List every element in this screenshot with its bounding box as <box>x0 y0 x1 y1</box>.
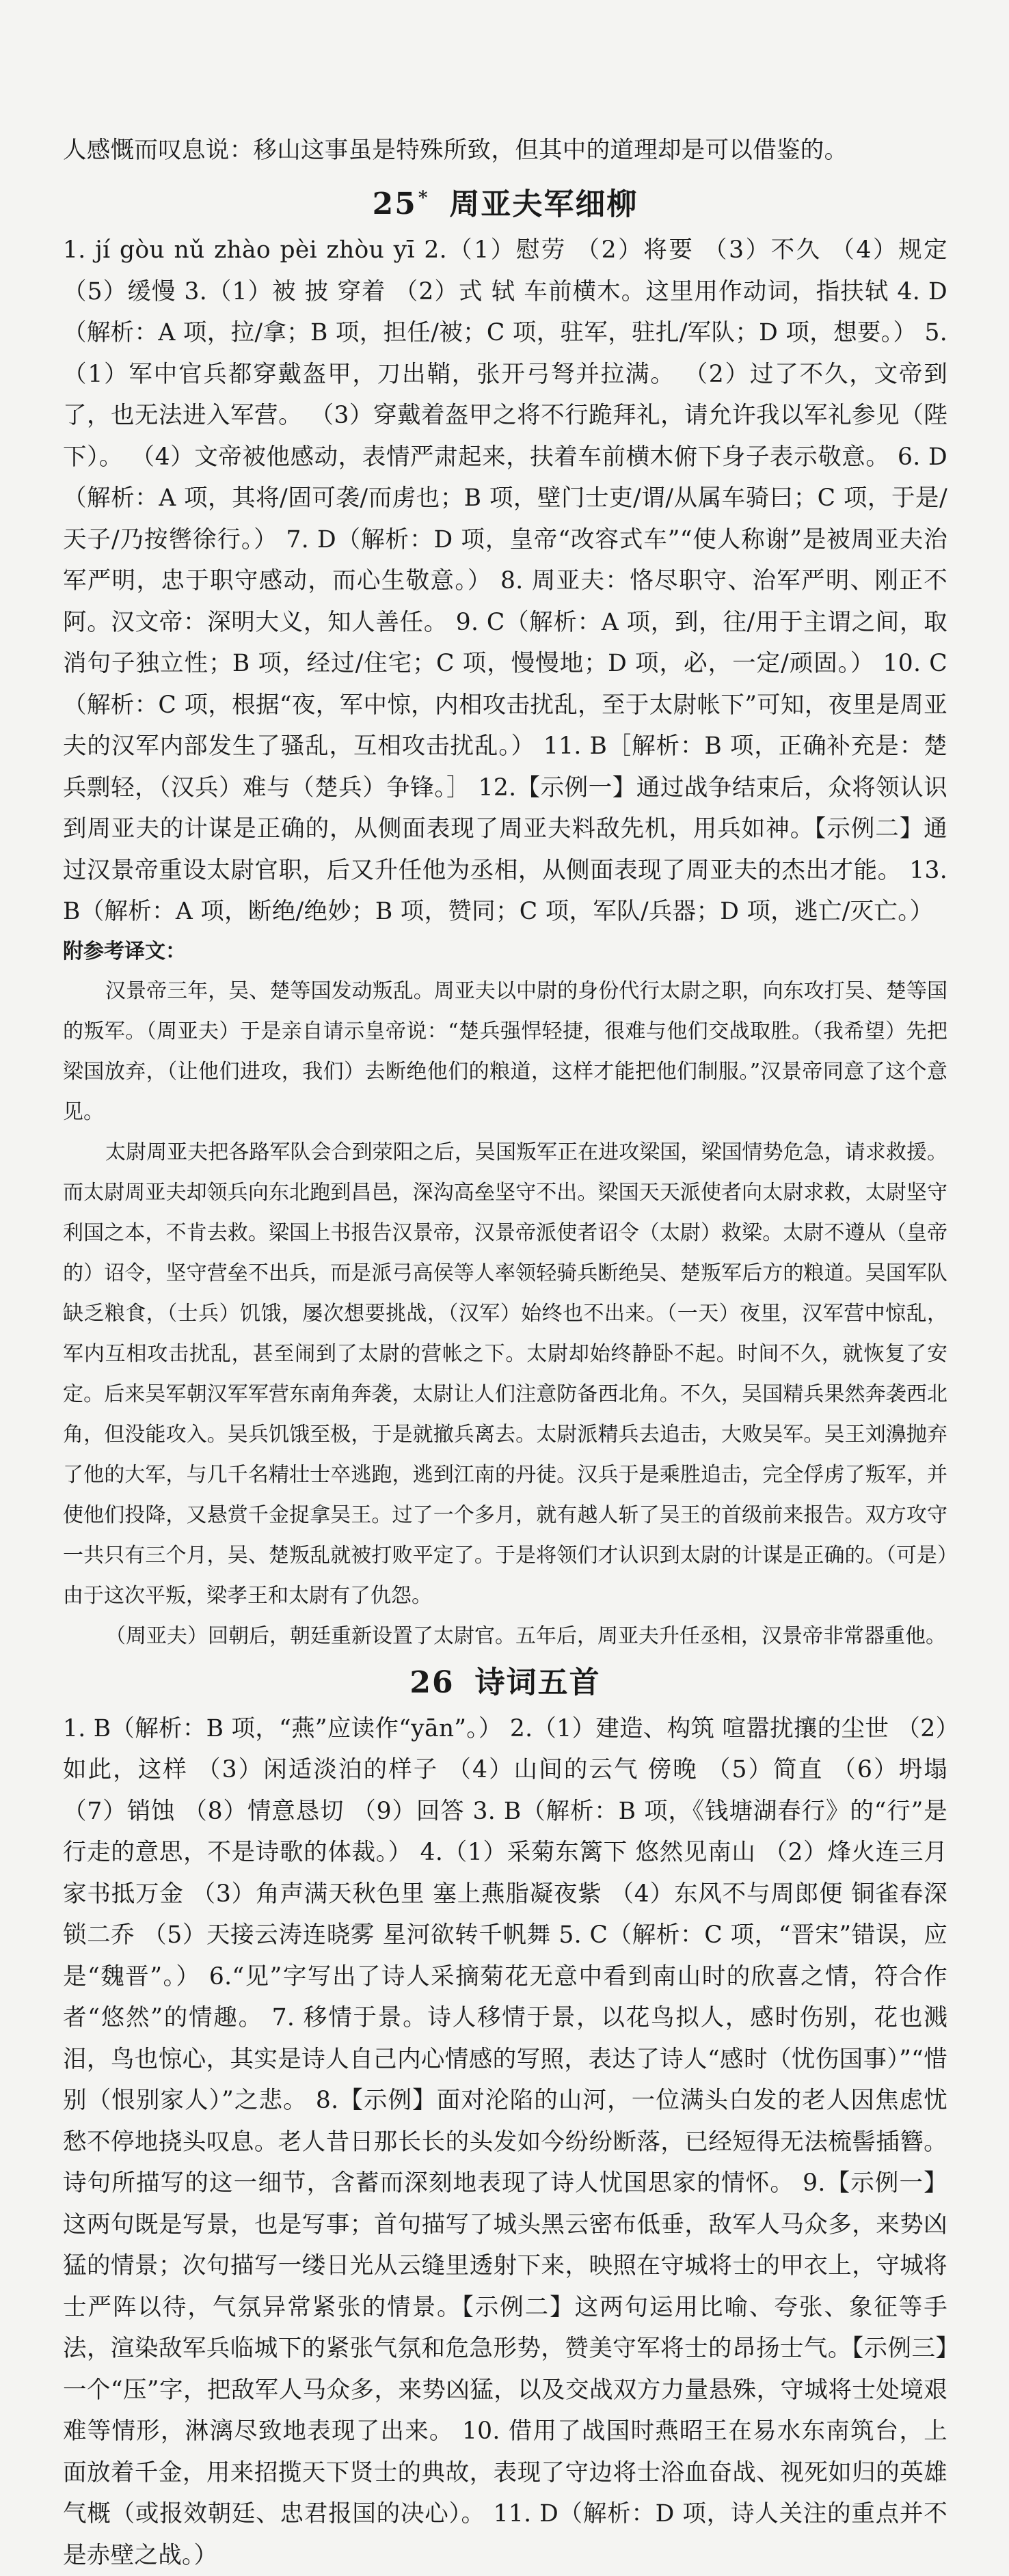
translation-paragraph: （周亚夫）回朝后，朝廷重新设置了太尉官。五年后，周亚夫升任丞相，汉景帝非常器重他。 <box>105 1623 946 1648</box>
section-26-heading: 诗词五首 <box>474 1664 601 1700</box>
reference-translation-label: 附参考译文： <box>63 939 186 963</box>
translation-paragraph: 太尉周亚夫把各路军队会合到荥阳之后，吴国叛军正在进攻梁国，梁国情势危急，请求救援。而太尉周亚夫却领兵向东北跑到昌邑，深沟高垒坚守不出。梁国天天派使者向太尉求救，太尉坚守利国之本，不肯去救。梁国上书报告汉景帝，汉景帝派使者诏令（太尉）救梁。太尉不遵从（皇帝的）诏令，坚守营垒不出兵，而是派弓高侯等人率领轻骑兵断绝吴、楚叛军后方的粮道。吴国军队缺乏粮食，（士兵）饥饿，屡次想要挑战，（汉军）始终也不出来。（一天）夜里，汉军营中惊乱，军内互相攻击扰乱，甚至闹到了太尉的营帐之下。太尉却始终静卧不起。时间不久，就恢复了安定。后来吴军朝汉军军营东南角奔袭，太尉让人们注意防备西北角。不久，吴国精兵果然奔袭西北角，但没能攻入。吴兵饥饿至极，于是就撤兵离去。太尉派精兵去追击，大败吴军。吴王刘濞抛弃了他的大军，与几千名精壮士卒逃跑，逃到江南的丹徒。汉兵于是乘胜追击，完全俘虏了叛军，并使他们投降，又悬赏千金捉拿吴王。过了一个多月，就有越人斩了吴王的首级前来报告。双方攻守一共只有三个月，吴、楚叛乱就被打败平定了。于是将领们才认识到太尉的计谋是正确的。（可是）由于这次平叛，梁孝王和太尉有了仇怨。 <box>63 1140 947 1608</box>
section-25-number: 25 <box>372 187 417 222</box>
section-25-mark: * <box>418 187 429 208</box>
section-25-heading: 周亚夫军细柳 <box>449 187 638 222</box>
section-26-number: 26 <box>409 1664 455 1700</box>
section-25-answers: 1. jí gòu nǔ zhào pèi zhòu yī 2.（1）慰劳 （2）将要 （3）不久 （4）规定 （5）缓慢 3.（1）被 披 穿着 （2）式 轼 车前横木。这里用作动词，指扶轼 4. D（解析：A 项，拉/拿；B 项，担任/被；C 项，驻军，驻扎/军队；D 项，想要。） 5.（1）军中官兵都穿戴盔甲，刀出鞘，张开弓弩并拉满。 （2）过了不久，文帝到了，也无法进入军营。 （3）穿戴着盔甲之将不行跪拜礼，请允许我以军礼参见（陛下）。 （4）文帝被他感动，表情严肃起来，扶着车前横木俯下身子表示敬意。 6. D（解析：A 项，其将/固可袭/而虏也；B 项，壁门士吏/谓/从属车骑曰；C 项，于是/天子/乃按辔徐行。） 7. D（解析：D 项，皇帝“改容式车”“使人称谢”是被周亚夫治军严明，忠于职守感动，而心生敬意。） 8. 周亚夫：恪尽职守、治军严明、刚正不阿。汉文帝：深明大义，知人善任。 9. C（解析：A 项，到，往/用于主谓之间，取消句子独立性；B 项，经过/住宅；C 项，慢慢地；D 项，必，一定/顽固。） 10. C（解析：C 项，根据“夜，军中惊，内相攻击扰乱，至于太尉帐下”可知，夜里是周亚夫的汉军内部发生了骚乱，互相攻击扰乱。） 11. B［解析：B 项，正确补充是：楚兵剽轻，（汉兵）难与（楚兵）争锋。］ 12.【示例一】通过战争结束后，众将领认识到周亚夫的计谋是正确的，从侧面表现了周亚夫料敌先机，用兵如神。【示例二】通过汉景帝重设太尉官职，后又升任他为丞相，从侧面表现了周亚夫的杰出才能。 13. B（解析：A 项，断绝/绝妙；B 项，赞同；C 项，军队/兵器；D 项，逃亡/灭亡。） <box>63 236 947 926</box>
translation-paragraph: 汉景帝三年，吴、楚等国发动叛乱。周亚夫以中尉的身份代行太尉之职，向东攻打吴、楚等国的叛军。（周亚夫）于是亲自请示皇帝说：“楚兵强悍轻捷，很难与他们交战取胜。（我希望）先把梁国放弃，（让他们进攻，我们）去断绝他们的粮道，这样才能把他们制服。”汉景帝同意了这个意见。 <box>63 978 947 1124</box>
section-26-answers: 1. B（解析：B 项，“燕”应读作“yān”。） 2.（1）建造、构筑 喧嚣扰攘的尘世 （2）如此，这样 （3）闲适淡泊的样子 （4）山间的云气 傍晚 （5）简直 （6）坍塌 （7）销蚀 （8）情意恳切 （9）回答 3. B（解析：B 项，《钱塘湖春行》的“行”是行走的意思，不是诗歌的体裁。） 4.（1）采菊东篱下 悠然见南山 （2）烽火连三月 家书抵万金 （3）角声满天秋色里 塞上燕脂凝夜紫 （4）东风不与周郎便 铜雀春深锁二乔 （5）天接云涛连晓雾 星河欲转千帆舞 5. C（解析：C 项，“晋宋”错误，应是“魏晋”。） 6.“见”字写出了诗人采摘菊花无意中看到南山时的欣喜之情，符合作者“悠然”的情趣。 7. 移情于景。诗人移情于景，以花鸟拟人，感时伤别，花也溅泪，鸟也惊心，其实是诗人自己内心情感的写照，表达了诗人“感时（忧伤国事）”“惜别（恨别家人）”之悲。 8.【示例】面对沦陷的山河，一位满头白发的老人因焦虑忧愁不停地挠头叹息。老人昔日那长长的头发如今纷纷断落，已经短得无法梳髻插簪。诗句所描写的这一细节，含蓄而深刻地表现了诗人忧国思家的情怀。 9.【示例一】这两句既是写景，也是写事；首句描写了城头黑云密布低垂，敌军人马众多，来势凶猛的情景；次句描写一缕日光从云缝里透射下来，映照在守城将士的甲衣上，守城将士严阵以待，气氛异常紧张的情景。【示例二】这两句运用比喻、夸张、象征等手法，渲染敌军兵临城下的紧张气氛和危急形势，赞美守军将士的昂扬士气。【示例三】一个“压”字，把敌军人马众多，来势凶猛，以及交战双方力量悬殊，守城将士处境艰难等情形，淋漓尽致地表现了出来。 10. 借用了战国时燕昭王在易水东南筑台，上面放着千金，用来招揽天下贤士的典故，表现了守边将士浴血奋战、视死如归的英雄气概（或报效朝廷、忠君报国的决心）。 11. D（解析：D 项，诗人关注的重点并不是赤壁之战。） <box>63 1714 947 2569</box>
section-26-title <box>63 1660 947 1705</box>
intro-line: 人感慨而叹息说：移山这事虽是特殊所致，但其中的道理却是可以借鉴的。 <box>63 137 848 164</box>
section-25-title <box>63 176 947 228</box>
